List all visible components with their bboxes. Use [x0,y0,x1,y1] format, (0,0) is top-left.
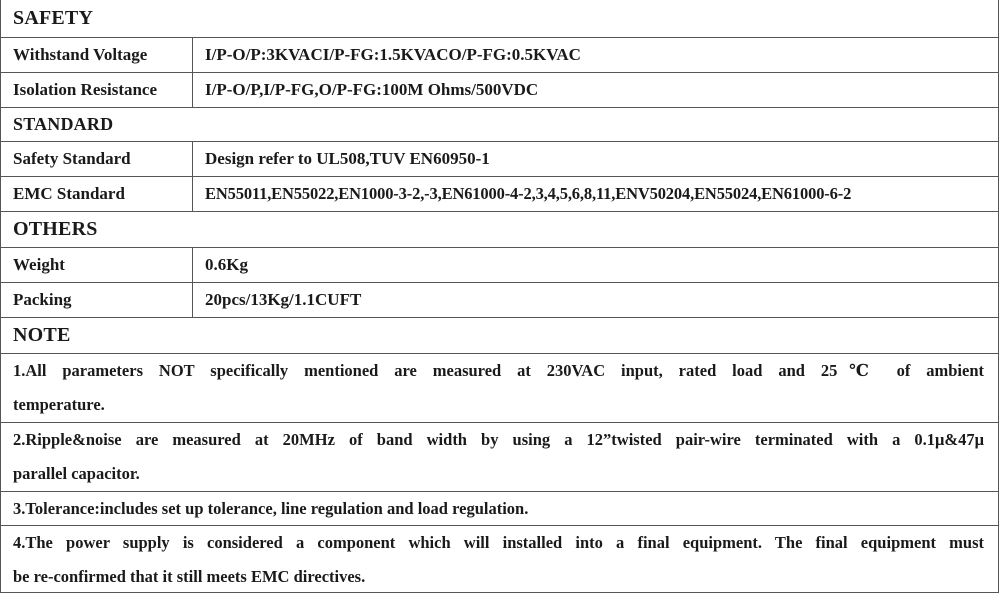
spec-value: 20pcs/13Kg/1.1CUFT [205,290,362,309]
spec-row-packing [1,282,998,317]
spec-label: Isolation Resistance [1,73,193,107]
spec-value: I/P-O/P,I/P-FG,O/P-FG:100M Ohms/500VDC [205,80,539,99]
spec-label: Safety Standard [1,142,193,176]
spec-value: Design refer to UL508,TUV EN60950-1 [205,149,490,168]
spec-row-withstand-voltage [1,37,998,72]
spec-row-weight [1,247,998,282]
spec-label: Withstand Voltage [1,38,193,72]
spec-value: EN55011,EN55022,EN1000-3-2,-3,EN61000-4-2,3,4,5,6,8,11,ENV50204,EN55024,EN61000-6-2 [205,184,852,203]
note-line: 4.The power supply is considered a component which will installed into a final equipment. The final equipment must [13,533,984,552]
note-line: be re-confirmed that it still meets EMC directives. [13,567,366,586]
note-line: temperature. [13,395,105,414]
spec-row-safety-standard [1,141,998,176]
spec-label: Packing [1,283,193,317]
spec-label: Weight [1,248,193,282]
section-heading-safety: SAFETY [13,7,94,29]
spec-label: EMC Standard [1,177,193,211]
spec-row-isolation-resistance [1,72,998,107]
spec-value: 0.6Kg [205,255,248,274]
note-line: 2.Ripple&noise are measured at 20MHz of band width by using a 12”twisted pair-wire terminated with a 0.1μ&47μ [13,430,984,449]
note-line: 1.All parameters NOT specifically mentioned are measured at 230VAC input, rated load and 25℃ of ambient [13,361,984,380]
section-heading-others: OTHERS [1,211,998,247]
note-item-4 [1,525,998,595]
note-line: 3.Tolerance:includes set up tolerance, line regulation and load regulation. [13,499,529,518]
note-item-1 [1,353,998,422]
note-line: parallel capacitor. [13,464,140,483]
spec-value: I/P-O/P:3KVACI/P-FG:1.5KVACO/P-FG:0.5KVAC [205,45,581,64]
spec-row-emc-standard [1,176,998,211]
section-heading-standard: STANDARD [1,107,998,141]
section-heading-note: NOTE [1,317,998,353]
note-item-3 [1,491,998,525]
note-item-2 [1,422,998,491]
